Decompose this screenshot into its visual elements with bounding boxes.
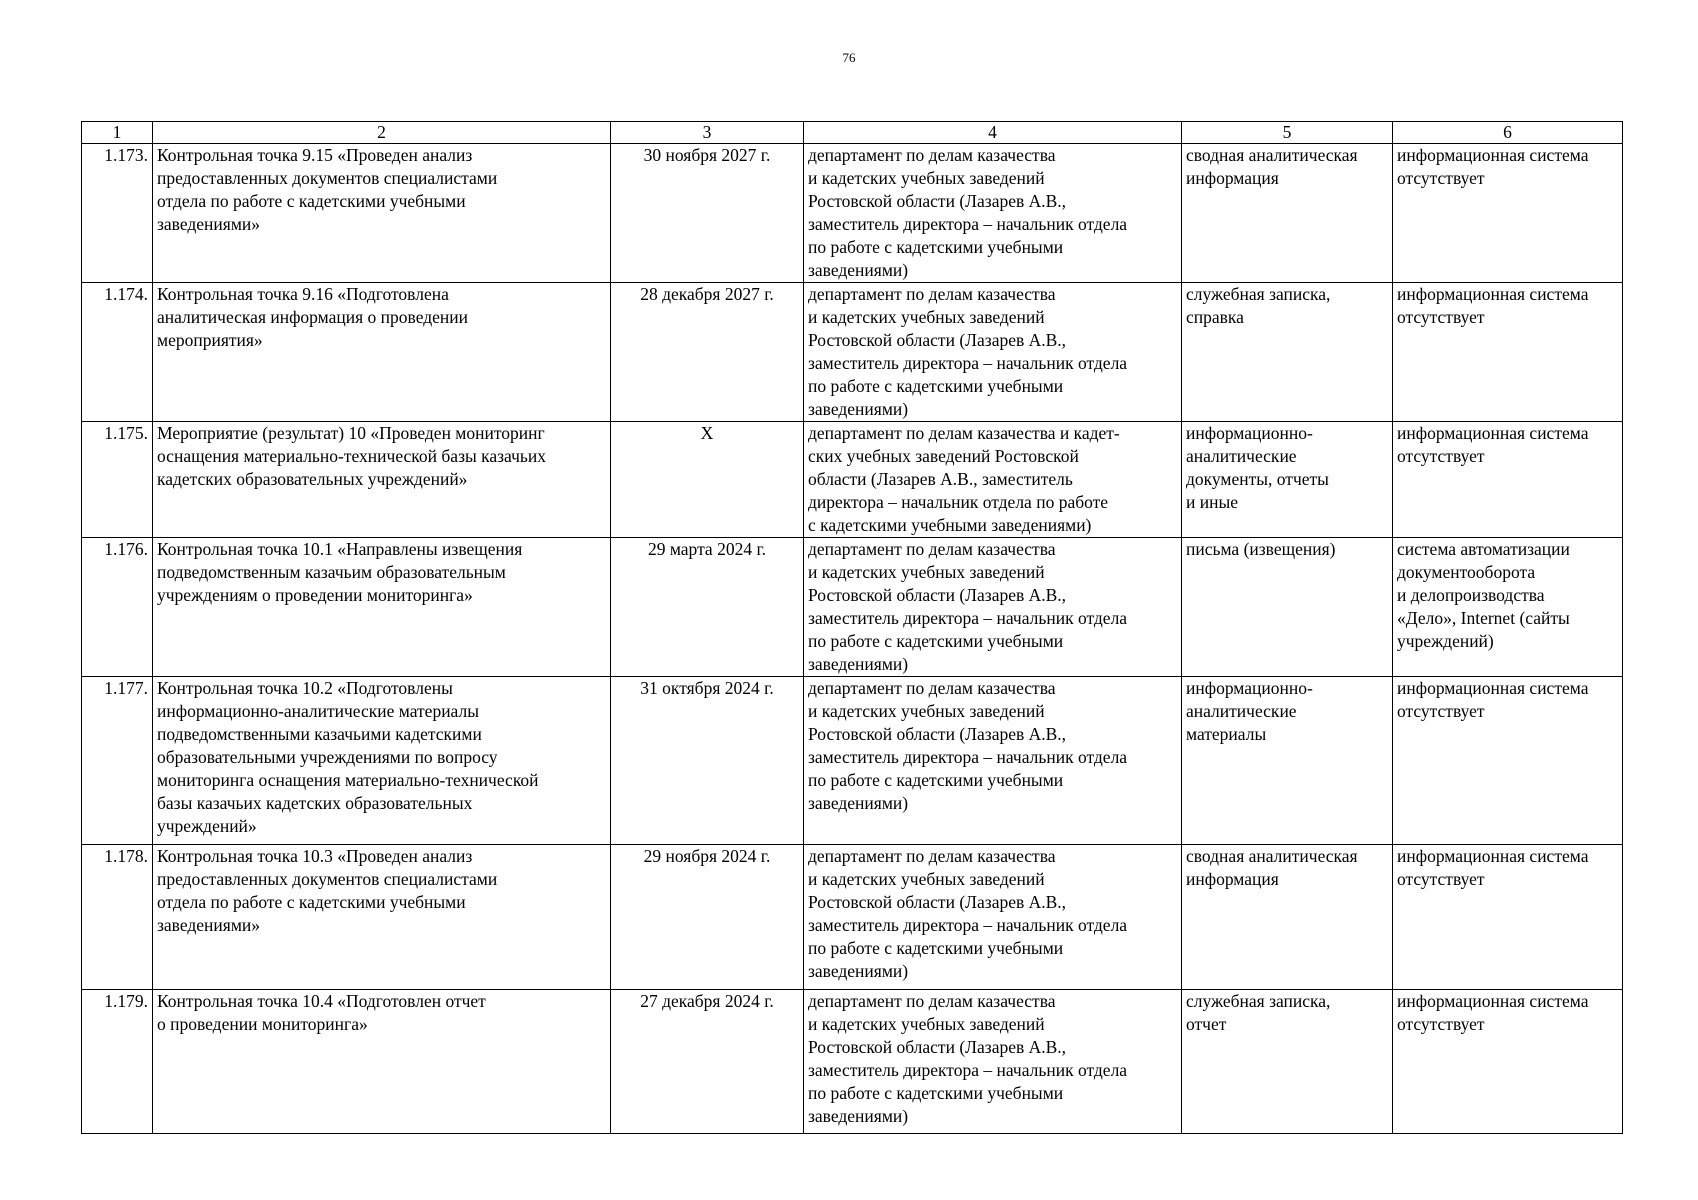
row-number: 1.174. xyxy=(82,283,153,422)
table-row xyxy=(82,144,1623,283)
table-row xyxy=(82,845,1623,990)
row-number: 1.177. xyxy=(82,677,153,845)
event-name: Контрольная точка 9.16 «Подготовлена аналитическая информация о проведении мероприятия» xyxy=(153,283,611,422)
responsible: департамент по делам казачества и кадетских учебных заведений Ростовской области (Лазарев А.В., заместитель директора – начальник отдела по работе с кадетскими учебными заведениями) xyxy=(804,990,1182,1134)
table-row xyxy=(82,422,1623,538)
information-system: информационная система отсутствует xyxy=(1393,677,1623,845)
document-type: письма (извещения) xyxy=(1182,538,1393,677)
deadline: 31 октября 2024 г. xyxy=(611,677,804,845)
column-header: 2 xyxy=(153,122,611,144)
column-header: 5 xyxy=(1182,122,1393,144)
document-type: служебная записка, отчет xyxy=(1182,990,1393,1134)
responsible: департамент по делам казачества и кадетских учебных заведений Ростовской области (Лазарев А.В., заместитель директора – начальник отдела по работе с кадетскими учебными заведениями) xyxy=(804,538,1182,677)
event-name: Контрольная точка 10.3 «Проведен анализ предоставленных документов специалистами отдела по работе с кадетскими учебными заведениями» xyxy=(153,845,611,990)
row-number: 1.179. xyxy=(82,990,153,1134)
deadline: Х xyxy=(611,422,804,538)
event-name: Контрольная точка 10.1 «Направлены извещения подведомственным казачьим образовательным учреждениям о проведении мониторинга» xyxy=(153,538,611,677)
table-row xyxy=(82,538,1623,677)
document-type: сводная аналитическая информация xyxy=(1182,845,1393,990)
row-number: 1.176. xyxy=(82,538,153,677)
document-type: информационно- аналитические материалы xyxy=(1182,677,1393,845)
plan-table xyxy=(81,121,1623,1134)
column-header: 1 xyxy=(82,122,153,144)
information-system: система автоматизации документооборота и делопроизводства «Дело», Internet (сайты учреждений) xyxy=(1393,538,1623,677)
deadline: 29 марта 2024 г. xyxy=(611,538,804,677)
information-system: информационная система отсутствует xyxy=(1393,144,1623,283)
row-number: 1.173. xyxy=(82,144,153,283)
table-row xyxy=(82,283,1623,422)
information-system: информационная система отсутствует xyxy=(1393,283,1623,422)
event-name: Контрольная точка 10.2 «Подготовлены информационно-аналитические материалы подведомственными казачьими кадетскими образовательными учреждениями по вопросу мониторинга оснащения материально-технической базы казачьих кадетских образовательных учреждений» xyxy=(153,677,611,845)
event-name: Контрольная точка 10.4 «Подготовлен отчет о проведении мониторинга» xyxy=(153,990,611,1134)
deadline: 28 декабря 2027 г. xyxy=(611,283,804,422)
table-header-row xyxy=(82,122,1623,144)
deadline: 30 ноября 2027 г. xyxy=(611,144,804,283)
information-system: информационная система отсутствует xyxy=(1393,422,1623,538)
deadline: 29 ноября 2024 г. xyxy=(611,845,804,990)
responsible: департамент по делам казачества и кадетских учебных заведений Ростовской области (Лазарев А.В., заместитель директора – начальник отдела по работе с кадетскими учебными заведениями) xyxy=(804,845,1182,990)
column-header: 6 xyxy=(1393,122,1623,144)
table-row xyxy=(82,677,1623,845)
responsible: департамент по делам казачества и кадетских учебных заведений Ростовской области (Лазарев А.В., заместитель директора – начальник отдела по работе с кадетскими учебными заведениями) xyxy=(804,283,1182,422)
deadline: 27 декабря 2024 г. xyxy=(611,990,804,1134)
page-number: 76 xyxy=(842,50,856,65)
responsible: департамент по делам казачества и кадетских учебных заведений Ростовской области (Лазарев А.В., заместитель директора – начальник отдела по работе с кадетскими учебными заведениями) xyxy=(804,677,1182,845)
event-name: Мероприятие (результат) 10 «Проведен мониторинг оснащения материально-технической базы казачьих кадетских образовательных учреждений» xyxy=(153,422,611,538)
row-number: 1.178. xyxy=(82,845,153,990)
document-type: служебная записка, справка xyxy=(1182,283,1393,422)
information-system: информационная система отсутствует xyxy=(1393,845,1623,990)
column-header: 3 xyxy=(611,122,804,144)
responsible: департамент по делам казачества и кадет- ских учебных заведений Ростовской области (Лазарев А.В., заместитель директора – начальник отдела по работе с кадетскими учебными заведениями) xyxy=(804,422,1182,538)
column-header: 4 xyxy=(804,122,1182,144)
table-row xyxy=(82,990,1623,1134)
row-number: 1.175. xyxy=(82,422,153,538)
responsible: департамент по делам казачества и кадетских учебных заведений Ростовской области (Лазарев А.В., заместитель директора – начальник отдела по работе с кадетскими учебными заведениями) xyxy=(804,144,1182,283)
document-type: сводная аналитическая информация xyxy=(1182,144,1393,283)
event-name: Контрольная точка 9.15 «Проведен анализ предоставленных документов специалистами отдела по работе с кадетскими учебными заведениями» xyxy=(153,144,611,283)
information-system: информационная система отсутствует xyxy=(1393,990,1623,1134)
document-type: информационно- аналитические документы, отчеты и иные xyxy=(1182,422,1393,538)
